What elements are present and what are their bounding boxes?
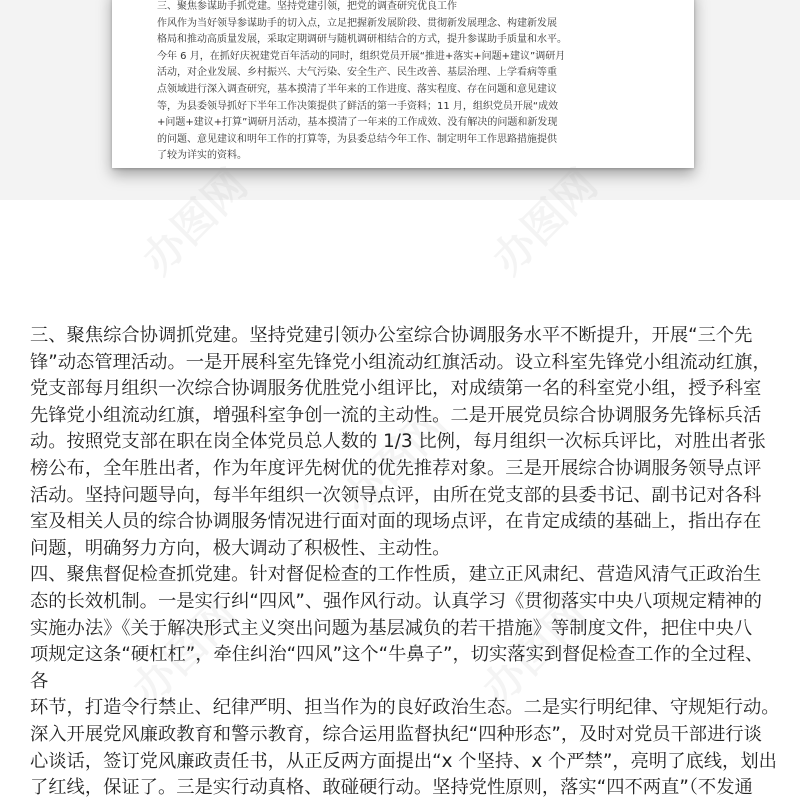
watermark: 办图网 [132, 159, 257, 284]
paper-line: 活动，对企业发展、乡村振兴、大气污染、安全生产、民生改善、基层治理、上学看病等重 [157, 67, 557, 79]
body-line: 态的长效机制。一是实行纠“四风”、强作风行动。认真学习《贯彻落实中央八项规定精神的 [30, 590, 762, 612]
paper-line: 的问题、意见建议和明年工作的打算等，为县委总结今年工作、制定明年工作思路措施提供 [157, 133, 557, 145]
document-preview-page [112, 0, 694, 168]
watermark: 办图网 [332, 399, 457, 524]
body-line: 锋”动态管理活动。一是开展科室先锋党小组流动红旗活动。设立科室先锋党小组流动红旗， [30, 351, 771, 373]
paper-line: 等，为县委领导抓好下半年工作决策提供了鲜活的第一手资料；11 月，组织党员开展“成效 [157, 100, 559, 112]
body-line: 室及相关人员的综合协调服务情况进行面对面的现场点评，在肯定成绩的基础上，指出存在 [30, 511, 762, 533]
body-line: 实施办法》《关于解决形式主义突出问题为基层减负的若干措施》等制度文件，把住中央八 [30, 617, 753, 639]
body-line: 环节，打造令行禁止、纪律严明、担当作为的良好政治生态。二是实行明纪律、守规矩行动。 [30, 697, 780, 719]
paper-line: 格局和推动高质量发展，采取定期调研与随机调研相结合的方式，提升参谋助手质量和水平。 [157, 34, 567, 46]
body-line: 先锋党小组流动红旗，增强科室争创一流的主动性。二是开展党员综合协调服务先锋标兵活 [30, 404, 762, 426]
body-line: 了红线，保证了。三是实行动真格、敢碰硬行动。坚持党性原则，落实“四不两直”（不发通 [30, 777, 753, 799]
body-line: 三、聚焦综合协调抓党建。坚持党建引领办公室综合协调服务水平不断提升，开展“三个先 [30, 325, 753, 346]
body-line: 问题，明确努力方向，极大调动了积极性、主动性。 [30, 537, 451, 559]
body-line: 榜公布，全年胜出者，作为年度评先树优的优先推荐对象。三是开展综合协调服务领导点评 [30, 457, 762, 479]
paper-line: +问题+建议+打算”调研月活动，基本摸清了一年来的工作成效、没有解决的问题和新发现 [157, 117, 558, 129]
body-line: 深入开展党风廉政教育和警示教育，综合运用监督执纪“四种形态”，及时对党员干部进行谈 [30, 723, 762, 745]
body-line: 动。按照党支部在职在岗全体党员总人数的 1/3 比例，每月组织一次标兵评比，对胜出者张 [30, 431, 766, 453]
paper-line: 点领域进行深入调查研究，基本摸清了半年来的工作进度、落实程度、存在问题和意见建议 [157, 83, 557, 95]
watermark: 办图网 [472, 589, 597, 714]
body-line: 四、聚焦督促检查抓党建。针对督促检查的工作性质，建立正风肃纪、营造风清气正政治生 [30, 564, 762, 586]
watermark: 办图网 [122, 589, 247, 714]
body-line: 心谈话，签订党风廉政责任书，从正反两方面提出“x 个坚持、x 个严禁”，亮明了底线，划出 [30, 750, 777, 772]
body-line: 党支部每月组织一次综合协调服务优胜党小组评比，对成绩第一名的科室党小组，授予科室 [30, 378, 762, 400]
watermark: 办图网 [482, 159, 607, 284]
paper-line: 作风作为当好领导参谋助手的切入点，立足把握新发展阶段、贯彻新发展理念、构建新发展 [157, 17, 557, 29]
body-line: 活动。坚持问题导向，每半年组织一次领导点评，由所在党支部的县委书记、副书记对各科 [30, 484, 762, 506]
body-line: 项规定这条“硬杠杠”，牵住纠治“四风”这个“牛鼻子”，切实落实到督促检查工作的全过程、各 [30, 644, 764, 692]
paper-line: 三、聚焦参谋助手抓党建。坚持党建引领，把党的调查研究优良工作 [157, 1, 457, 12]
paper-line: 今年 6 月，在抓好庆祝建党百年活动的同时，组织党员开展“推进+落实+问题+建议”调研月 [157, 50, 566, 62]
document-body [30, 323, 780, 802]
paper-line: 了较为详实的资料。 [157, 150, 247, 162]
